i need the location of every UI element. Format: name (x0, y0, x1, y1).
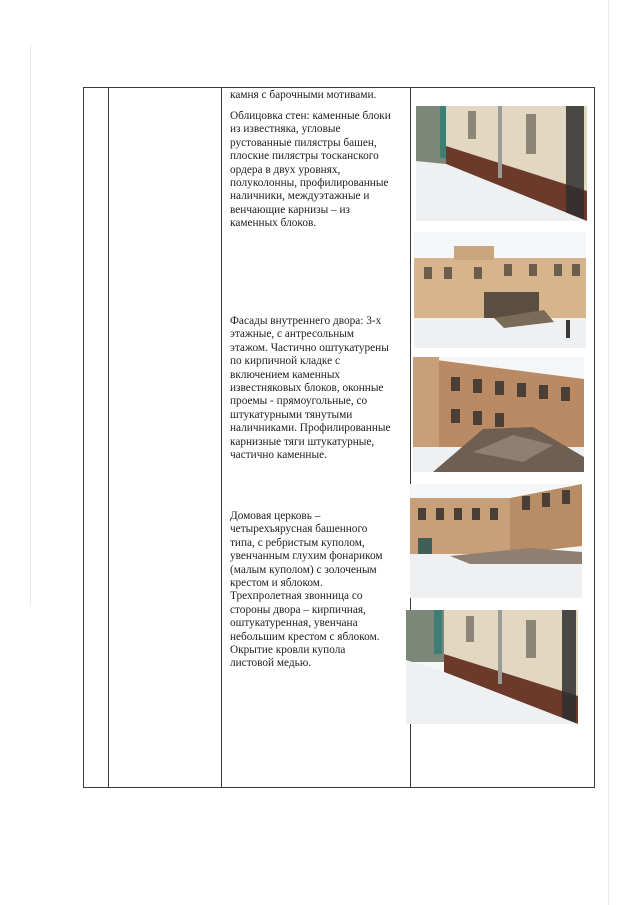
photo-courtyard-wing (410, 484, 582, 598)
table-border-right (594, 87, 595, 788)
text-courtyard-facades: Фасады внутреннего двора: 3-х этажные, с антресольным этажом. Частично оштукатурены по кирпичной кладке с включением каменных известняковых блоков, оконные проемы - прямоугольные, со штукатурными тянутыми наличниками. Профилированные карнизные тяги штукатурные, частично каменные. (230, 315, 391, 462)
table-top-rule (83, 87, 595, 88)
column-divider-1 (108, 87, 109, 788)
table-bottom-rule (83, 787, 595, 788)
table-border-left (83, 87, 84, 788)
page-edge-shadow-left (30, 45, 31, 605)
text-continuation: камня с барочными мотивами. (230, 89, 377, 101)
photo-courtyard-debris (414, 232, 586, 348)
text-walls-cladding: Облицовка стен: каменные блоки из известняка, угловые рустованные пилястры башен, плоские пилястры тосканского ордера в двух уровнях, полуколонны, профилированные наличники, междуэтажные и венчающие карнизы – из каменных блоков. (230, 110, 391, 230)
photo-facade-corner (416, 106, 587, 221)
text-house-church: Домовая церковь – четырехъярусная башенного типа, с ребристым куполом, увенчанным глухим фонариком (малым куполом) с золоченым крестом и яблоком. Трехпролетная звонница со стороны двора – кирпичная, оштукатуренная, увенчана небольшим крестом с яблоком. Окрытие кровли купола листовой медью. (230, 510, 383, 670)
photo-facade-corner-repeat (406, 610, 578, 724)
column-divider-2 (221, 87, 222, 788)
photo-courtyard-rubble (413, 357, 584, 472)
page-edge-shadow-right (608, 0, 609, 905)
